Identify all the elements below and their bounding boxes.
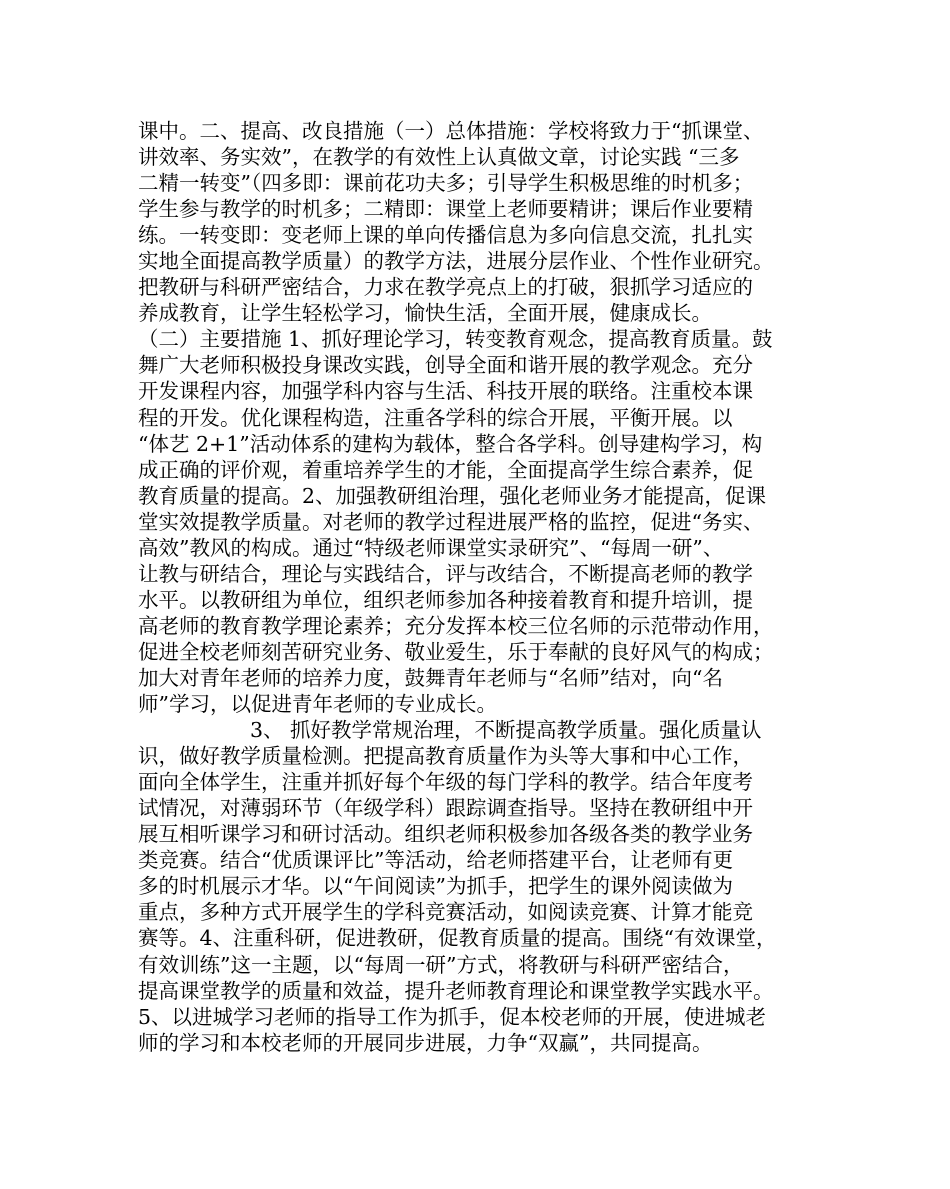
text-line: 重点，多种方式开展学生的学科竞赛活动，如阅读竞赛、计算才能竞: [138, 900, 753, 925]
text-line: “体艺 2+1”活动体系的建构为载体，整合各学科。创导建构学习，构: [138, 431, 763, 456]
text-line: 试情况，对薄弱环节（年级学科）跟踪调查指导。坚持在教研组中开: [138, 796, 753, 821]
text-line: 成正确的评价观，着重培养学生的才能，全面提高学生综合素养，促: [138, 457, 753, 482]
text-line: 实地全面提高教学质量）的教学方法，进展分层作业、个性作业研究。: [138, 249, 774, 274]
text-line: 水平。以教研组为单位，组织老师参加各种接着教育和提升培训，提: [138, 587, 753, 612]
text-line: 促进全校老师刻苦研究业务、敬业爱生，乐于奉献的良好风气的构成；: [138, 639, 774, 664]
text-line: 多的时机展示才华。以“午间阅读”为抓手，把学生的课外阅读做为: [138, 874, 733, 899]
text-line: 舞广大老师积极投身课改实践，创导全面和谐开展的教学观念。充分: [138, 353, 753, 378]
text-line: 5、以进城学习老师的指导工作为抓手，促本校老师的开展，使进城老: [138, 1004, 767, 1029]
text-line: 学生参与教学的时机多；二精即：课堂上老师要精讲；课后作业要精: [138, 197, 753, 222]
text-line: 赛等。4、注重科研，促进教研，促教育质量的提高。围绕“有效课堂，: [138, 926, 777, 951]
text-line: 师的学习和本校老师的开展同步进展，力争“双赢”，共同提高。: [138, 1030, 713, 1055]
text-line: 课中。二、提高、改良措施（一）总体措施：学校将致力于“抓课堂、: [138, 119, 764, 143]
text-line: 把教研与科研严密结合，力求在教学亮点上的打破，狠抓学习适应的: [138, 275, 753, 300]
text-line: 识，做好教学质量检测。把提高教育质量作为头等大事和中心工作，: [138, 744, 753, 769]
body-text: [138, 118, 838, 1056]
text-line: 练。一转变即：变老师上课的单向传播信息为多向信息交流，扎扎实: [138, 223, 753, 248]
text-line: 面向全体学生，注重并抓好每个年级的每门学科的教学。结合年度考: [138, 770, 753, 795]
text-line: 堂实效提教学质量。对老师的教学过程进展严格的监控，促进“务实、: [138, 509, 764, 534]
text-line: 加大对青年老师的培养力度，鼓舞青年老师与“名师”结对，向“名: [138, 665, 723, 690]
text-line: 师”学习，以促进青年老师的专业成长。: [138, 692, 497, 717]
text-line-indented: 3、 抓好教学常规治理，不断提高教学质量。强化质量认: [250, 718, 762, 743]
text-line: 提高课堂教学的质量和效益，提升老师教育理论和课堂教学实践水平。: [138, 978, 774, 1003]
text-line: 类竞赛。结合“优质课评比”等活动，给老师搭建平台，让老师有更: [138, 848, 733, 873]
text-line: 高老师的教育教学理论素养；充分发挥本校三位名师的示范带动作用，: [138, 613, 774, 638]
text-line: 讲效率、务实效”，在教学的有效性上认真做文章，讨论实践 “三多: [138, 145, 740, 170]
text-line: 养成教育，让学生轻松学习，愉快生活，全面开展，健康成长。: [138, 301, 712, 326]
text-line: 程的开发。优化课程构造，注重各学科的综合开展，平衡开展。以: [138, 405, 733, 430]
text-line: 高效”教风的构成。通过“特级老师课堂实录研究”、“每周一研”、: [138, 535, 724, 560]
text-line: 开发课程内容，加强学科内容与生活、科技开展的联络。注重校本课: [138, 379, 753, 404]
text-line: （二）主要措施 1、抓好理论学习，转变教育观念，提高教育质量。鼓: [138, 327, 773, 352]
text-line: 二精一转变”（四多即：课前花功夫多；引导学生积极思维的时机多；: [138, 171, 754, 196]
text-line: 让教与研结合，理论与实践结合，评与改结合，不断提高老师的教学: [138, 561, 753, 586]
text-line: 有效训练”这一主题，以“每周一研”方式，将教研与科研严密结合，: [138, 952, 744, 977]
text-line: 展互相听课学习和研讨活动。组织老师积极参加各级各类的教学业务: [138, 822, 753, 847]
text-line: 教育质量的提高。2、加强教研组治理，强化老师业务才能提高，促课: [138, 483, 767, 508]
